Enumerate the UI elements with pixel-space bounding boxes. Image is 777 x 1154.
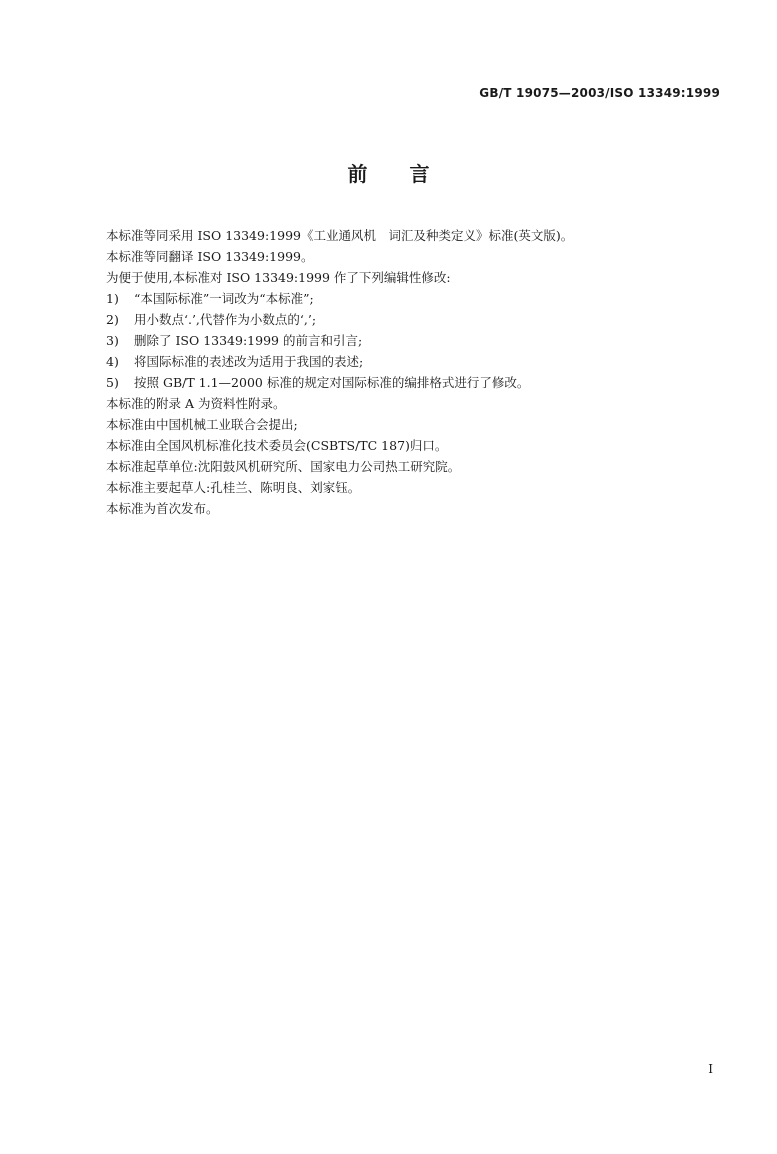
list-item bbox=[106, 288, 736, 309]
page-number: I bbox=[708, 1062, 713, 1076]
paragraph-annex: 本标准的附录 A 为资料性附录。 bbox=[106, 396, 286, 411]
paragraph-edits-intro: 为便于使用,本标准对 ISO 13349:1999 作了下列编辑性修改: bbox=[106, 270, 451, 285]
list-item-text: 删除了 ISO 13349:1999 的前言和引言; bbox=[134, 333, 363, 348]
paragraph-first-release: 本标准为首次发布。 bbox=[106, 501, 219, 516]
list-item-text: 用小数点‘.’,代替作为小数点的‘,’; bbox=[134, 312, 317, 327]
list-item bbox=[106, 309, 736, 330]
list-item-text: 按照 GB/T 1.1—2000 标准的规定对国际标准的编排格式进行了修改。 bbox=[134, 375, 530, 390]
list-item-text: 将国际标准的表述改为适用于我国的表述; bbox=[134, 354, 364, 369]
standard-code: GB/T 19075—2003/ISO 13349:1999 bbox=[479, 86, 720, 100]
paragraph-adoption: 本标准等同采用 ISO 13349:1999《工业通风机 词汇及种类定义》标准(英文版)。 bbox=[106, 228, 574, 243]
list-item bbox=[106, 330, 736, 351]
list-item-number: 3) bbox=[106, 333, 119, 348]
paragraph-committee: 本标准由全国风机标准化技术委员会(CSBTS/TC 187)归口。 bbox=[106, 438, 448, 453]
paragraph-translation: 本标准等同翻译 ISO 13349:1999。 bbox=[106, 249, 314, 264]
list-item-text: “本国际标准”一词改为“本标准”; bbox=[134, 291, 314, 306]
list-item-number: 1) bbox=[106, 291, 119, 306]
list-item-number: 4) bbox=[106, 354, 119, 369]
paragraph-drafting-units: 本标准起草单位:沈阳鼓风机研究所、国家电力公司热工研究院。 bbox=[106, 459, 461, 474]
list-item-number: 5) bbox=[106, 375, 119, 390]
list-item-number: 2) bbox=[106, 312, 119, 327]
paragraph-proposer: 本标准由中国机械工业联合会提出; bbox=[106, 417, 298, 432]
foreword-body bbox=[106, 225, 736, 519]
list-item bbox=[106, 372, 736, 393]
list-item bbox=[106, 351, 736, 372]
paragraph-drafters: 本标准主要起草人:孔桂兰、陈明良、刘家钰。 bbox=[106, 480, 361, 495]
page-title: 前言 bbox=[347, 162, 472, 186]
